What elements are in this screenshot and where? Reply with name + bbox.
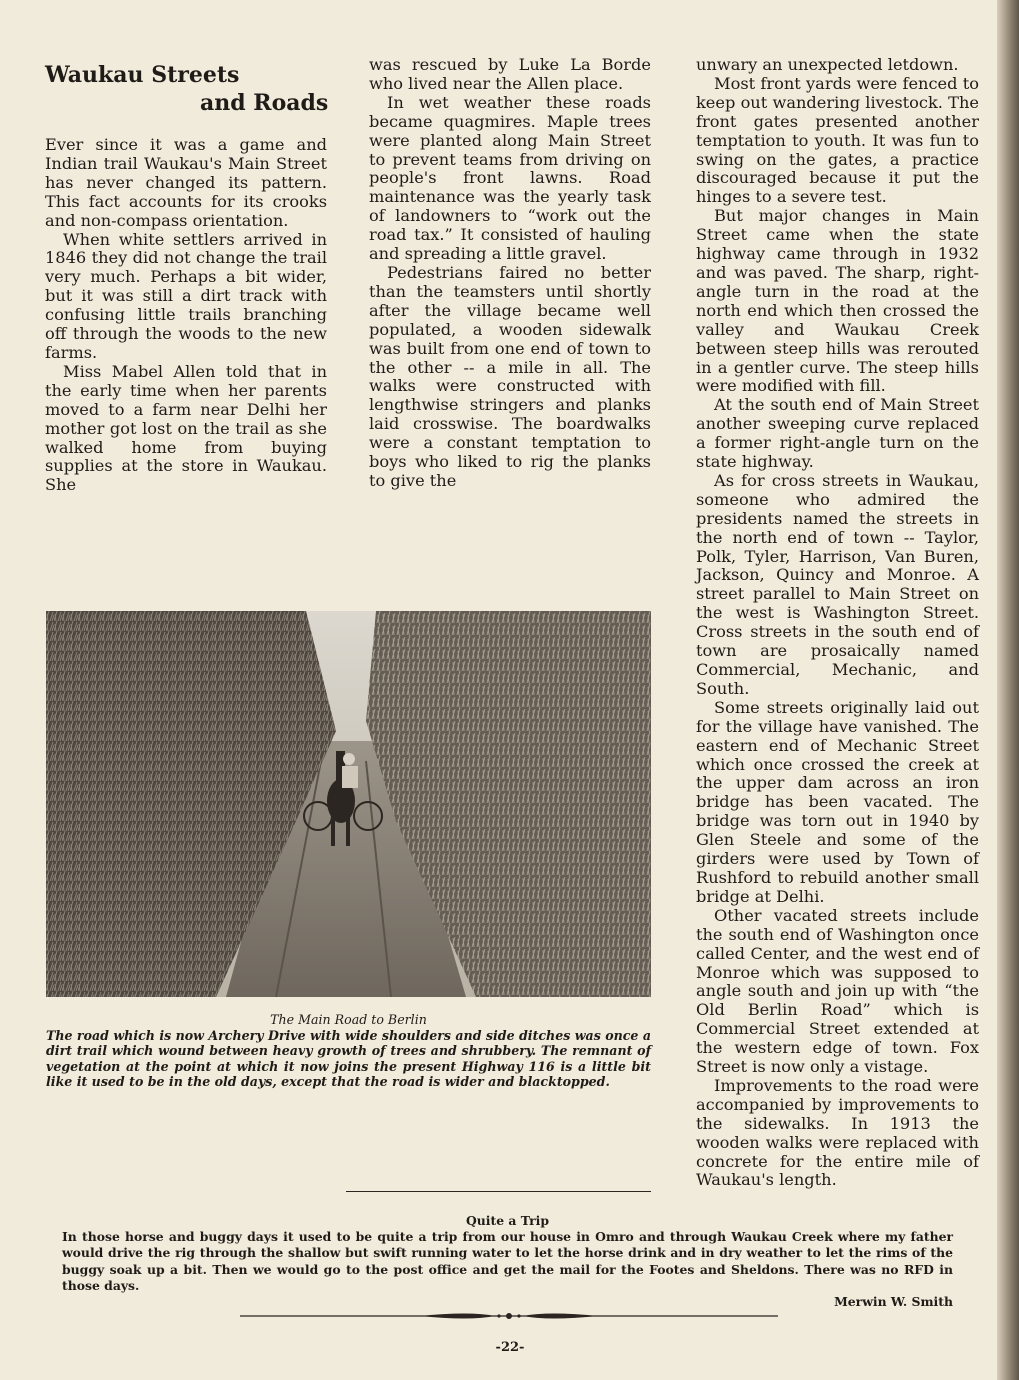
caption-title: The Main Road to Berlin (270, 1012, 427, 1027)
road-photograph (46, 611, 651, 997)
paragraph: When white settlers arrived in 1846 they did not change the trail very much. Perhaps a bit wider, but it was still a dirt track with confusing little trails branching off through the woods to the new farms. (45, 229, 327, 362)
page-edge (997, 0, 1019, 1380)
paragraph: was rescued by Luke La Borde who lived near the Allen place. (369, 55, 651, 93)
sidebar-title: Quite a Trip (466, 1213, 549, 1228)
ornament-divider (240, 1310, 778, 1322)
article-title-line1: Waukau Streets (45, 62, 240, 88)
column-2 (369, 56, 651, 491)
paragraph: Some streets originally laid out for the village have vanished. The eastern end of Mechanic Street which once crossed the creek at the upper dam across an iron bridge has been vacated. The bridge was torn out in 1940 by Glen Steele and some of the girders were used by Town of Rushford to rebuild another small bridge at Delhi. (696, 697, 979, 906)
sidebar-divider (346, 1191, 651, 1192)
photo-caption (46, 1012, 651, 1090)
paragraph: Pedestrians faired no better than the teamsters until shortly after the village became well populated, a wooden sidewalk was built from one end of town to the other -- a mile in all. The walks were constructed with lengthwise stringers and planks laid crosswise. The boardwalks were a constant temptation to boys who liked to rig the planks to give the (369, 262, 651, 490)
paragraph: Most front yards were fenced to keep out wandering livestock. The front gates presented another temptation to youth. It was fun to swing on the gates, a practice discouraged because it put the hinges to a severe test. (696, 73, 979, 207)
paragraph: As for cross streets in Waukau, someone who admired the presidents named the streets in the north end of town -- Taylor, Polk, Tyler, Harrison, Van Buren, Jackson, Quincy and Monroe. A street parallel to Main Street on the west is Washington Street. Cross streets in the south end of town are prosaically named Commercial, Mechanic, and South. (696, 470, 979, 698)
sidebar-body: In those horse and buggy days it used to be quite a trip from our house in Omro and through Waukau Creek where my father would drive the rig through the shallow but swift running water to let the horse drink and in dry weather to let the rims of the buggy soak up a bit. Then we would go to the post office and get the mail for the Footes and Sheldons. There was no RFD in those days. (62, 1229, 953, 1293)
sidebar-author: Merwin W. Smith (834, 1294, 953, 1310)
paragraph: At the south end of Main Street another sweeping curve replaced a former right-angle turn on the state highway. (696, 395, 979, 472)
paragraph: Improvements to the road were accompanied by improvements to the sidewalks. In 1913 the wooden walks were replaced with concrete for the entire mile of Waukau's length. (696, 1075, 979, 1190)
sidebar-quote (62, 1213, 953, 1310)
paragraph: unwary an unexpected letdown. (696, 55, 959, 74)
paragraph: Other vacated streets include the south end of Washington once called Center, and the west end of Monroe which was supposed to angle south and join up with “the Old Berlin Road” which is Commercial Street extended at the western edge of town. Fox Street is now only a vistage. (696, 905, 979, 1077)
page-number: -22- (495, 1340, 525, 1355)
horse-buggy-road-image (46, 611, 651, 997)
paragraph: But major changes in Main Street came when the state highway came through in 1932 and was paved. The sharp, right-angle turn in the road at the north end which then crossed the valley and Waukau Creek between steep hills was rerouted in a gentler curve. The steep hills were modified with fill. (696, 206, 979, 396)
caption-body: The road which is now Archery Drive with wide shoulders and side ditches was once a dirt trail which wound between heavy growth of trees and shrubbery. The remnant of vegetation at the point at which it now joins the present Highway 116 is a little bit like it used to be in the old days, except that the road is wider and blacktopped. (46, 1027, 651, 1090)
paragraph: In wet weather these roads became quagmires. Maple trees were planted along Main Street to prevent teams from driving on people's front lawns. Road maintenance was the yearly task of landowners to “work out the road tax.” It consisted of hauling and spreading a little gravel. (369, 92, 651, 264)
column-3 (696, 56, 979, 1190)
paragraph: Ever since it was a game and Indian trail Waukau's Main Street has never changed its pattern. This fact accounts for its crooks and non-compass orientation. (45, 135, 327, 230)
paragraph: Miss Mabel Allen told that in the early time when her parents moved to a farm near Delhi her mother got lost on the trail as she walked home from buying supplies at the store in Waukau. She (45, 361, 327, 495)
article-title-line2: and Roads (200, 90, 329, 116)
column-1 (45, 136, 327, 495)
